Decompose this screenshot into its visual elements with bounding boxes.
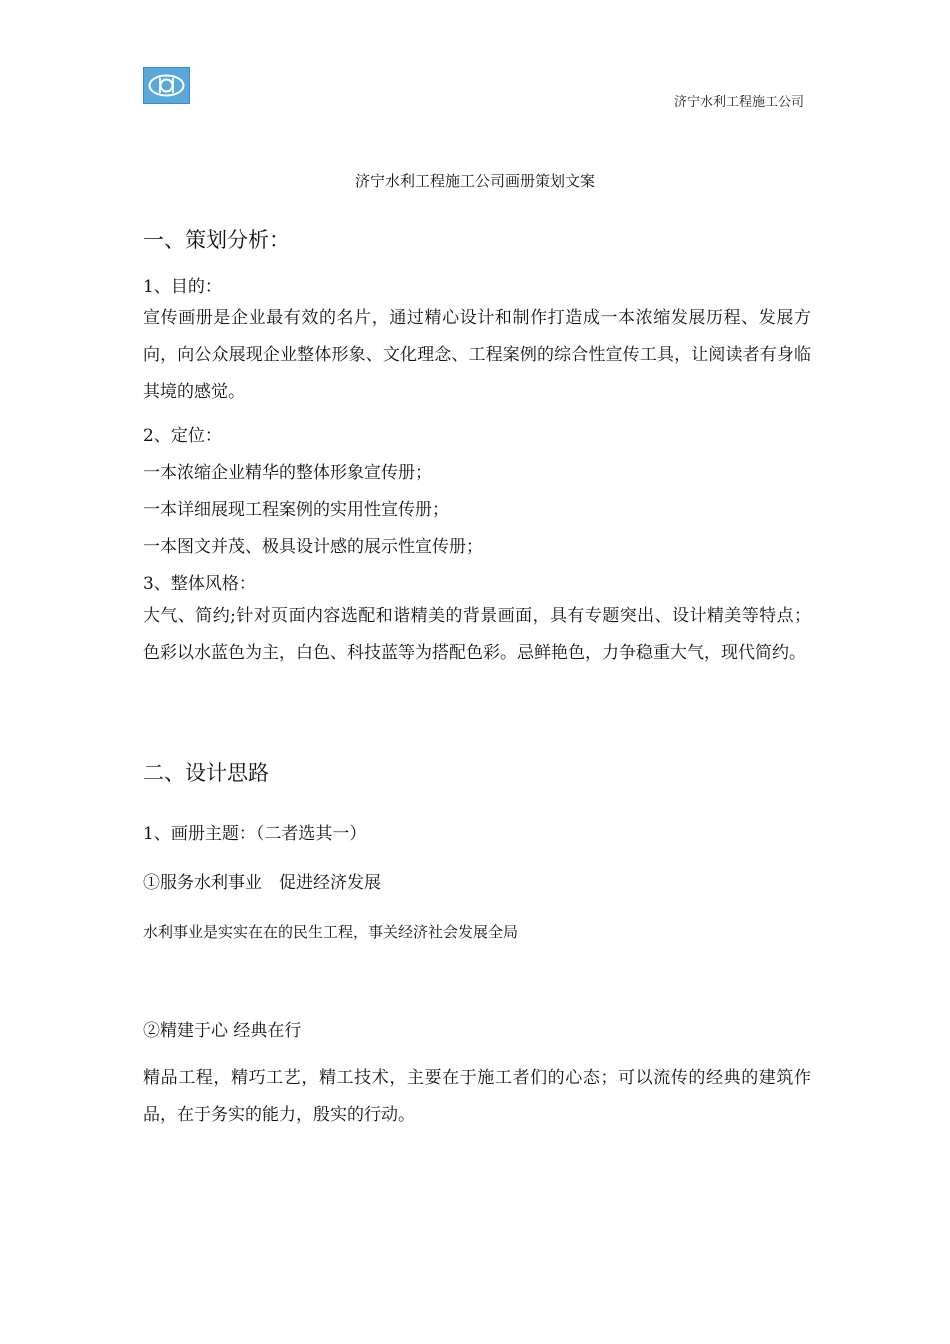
theme-1-text: 水利事业是实实在在的民生工程，事关经济社会发展全局 bbox=[143, 923, 519, 941]
company-logo-icon bbox=[143, 67, 190, 104]
logo-emblem bbox=[144, 68, 189, 103]
header-company-name: 济宁水利工程施工公司 bbox=[673, 95, 804, 110]
document-title: 济宁水利工程施工公司画册策划文案 bbox=[354, 172, 595, 190]
positioning-line: 一本浓缩企业精华的整体形象宣传册； bbox=[143, 463, 432, 483]
style-label: 3、整体风格： bbox=[143, 574, 256, 594]
theme-1-title: ①服务水利事业 促进经济发展 bbox=[143, 873, 381, 893]
style-text: 大气、简约;针对页面内容选配和谐精美的背景画面，具有专题突出、设计精美等特点；色彩以水蓝色为主，白色、科技蓝等为搭配色彩。忌鲜艳色，力争稳重大气，现代简约。 bbox=[143, 606, 811, 663]
theme-2-title: ②精建于心 经典在行 bbox=[143, 1021, 302, 1041]
section-2-heading: 二、设计思路 bbox=[143, 761, 269, 785]
purpose-label: 1、目的： bbox=[143, 277, 222, 297]
theme-2-text: 精品工程，精巧工艺，精工技术，主要在于施工者们的心态；可以流传的经典的建筑作品，在于务实的能力，殷实的行动。 bbox=[143, 1068, 811, 1125]
positioning-line: 一本详细展现工程案例的实用性宣传册； bbox=[143, 500, 449, 520]
positioning-label: 2、定位： bbox=[143, 426, 222, 446]
purpose-text: 宣传画册是企业最有效的名片，通过精心设计和制作打造成一本浓缩发展历程、发展方向，向公众展现企业整体形象、文化理念、工程案例的综合性宣传工具，让阅读者有身临其境的感觉。 bbox=[143, 308, 811, 402]
section-1-heading: 一、策划分析： bbox=[143, 228, 290, 252]
theme-label: 1、画册主题：（二者选其一） bbox=[143, 824, 367, 844]
positioning-line: 一本图文并茂、极具设计感的展示性宣传册； bbox=[143, 537, 483, 557]
